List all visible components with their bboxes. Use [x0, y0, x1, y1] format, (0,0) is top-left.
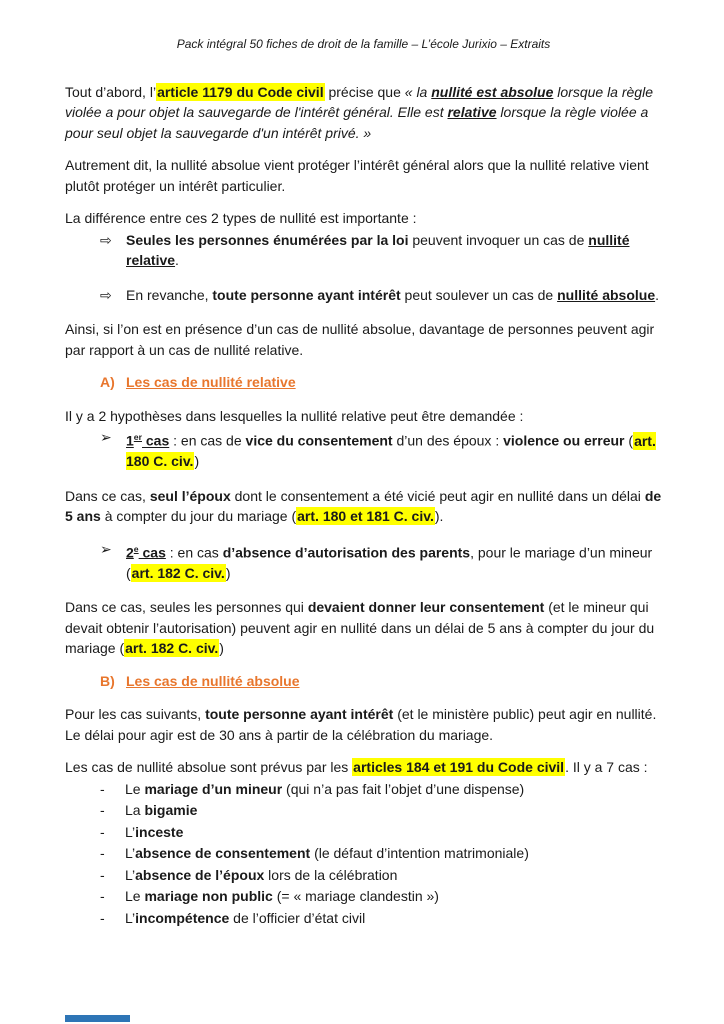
dash-bullet: - — [100, 780, 105, 797]
heading-b-title: Les cas de nullité absolue — [126, 672, 300, 689]
paragraph-intro: Tout d’abord, l’article 1179 du Code civil précise que « la nullité est absolue lorsque la règle violée a pour objet la sauvegarde de l'intérêt général. Elle est relative lorsque la règle violée a pour seul objet la sauvegarde d'un intérêt privé. » — [65, 83, 653, 141]
arrow-bullet-icon: ⇨ — [100, 286, 112, 303]
dash-item-4-text: L’absence de consentement (le défaut d’intention matrimoniale) — [125, 845, 529, 862]
arrow-bullet-icon: ⇨ — [100, 231, 112, 248]
document-header: Pack intégral 50 fiches de droit de la famille – L’école Jurixio – Extraits — [176, 37, 551, 51]
dash-item-5 — [65, 865, 662, 886]
case2-text: 2e cas : en cas d’absence d’autorisation des parents, pour le mariage d’un mineur (art. 182 C. civ.) — [126, 543, 653, 581]
dash-item-1-text: Le mariage d’un mineur (qui n’a pas fait l’objet d’une dispense) — [125, 780, 525, 797]
case1-text: 1er cas : en cas de vice du consentement d’un des époux : violence ou erreur (art. 180 C. civ.) — [126, 432, 656, 470]
dash-item-3 — [65, 822, 662, 843]
arrow-item-1 — [65, 230, 662, 271]
paragraph-hypotheses-intro: Il y a 2 hypothèses dans lesquelles la nullité relative peut être demandée : — [65, 407, 524, 424]
arrow-item-2 — [65, 285, 662, 306]
dash-bullet: - — [100, 802, 105, 819]
dash-item-1 — [65, 779, 662, 800]
heading-b — [65, 671, 662, 692]
dash-item-2-text: La bigamie — [125, 802, 198, 819]
paragraph-case2-detail: Dans ce cas, seules les personnes qui devaient donner leur consentement (et le mineur qui devait obtenir l’autorisation) peuvent agir en nullité dans un délai de 5 ans à compter du jour du mariage (art. 182 C. civ.) — [65, 599, 655, 657]
dash-item-5-text: L’absence de l’époux lors de la célébration — [125, 866, 398, 883]
dash-bullet: - — [100, 823, 105, 840]
heading-a — [65, 372, 662, 393]
paragraph-absolue-intro: Pour les cas suivants, toute personne ayant intérêt (et le ministère public) peut agir en nullité. Le délai pour agir est de 30 ans à partir de la célébration du mariage. — [65, 706, 657, 743]
paragraph-case1-detail: Dans ce cas, seul l’époux dont le consentement a été vicié peut agir en nullité dans un délai de 5 ans à compter du jour du mariage (art. 180 et 181 C. civ.). — [65, 487, 662, 525]
dash-item-6-text: Le mariage non public (= « mariage clandestin ») — [125, 888, 439, 905]
arrow-item-1-text: Seules les personnes énumérées par la loi peuvent invoquer un cas de nullité relative. — [126, 231, 630, 268]
dash-bullet: - — [100, 909, 105, 926]
heading-a-label: A) — [100, 374, 115, 390]
dash-item-7-text: L’incompétence de l’officier d’état civil — [125, 909, 366, 926]
heading-a-title: Les cas de nullité relative — [126, 374, 296, 390]
paragraph-absolue-cases-intro: Les cas de nullité absolue sont prévus par les articles 184 et 191 du Code civil. Il y a 7 cas : — [65, 759, 648, 776]
chevron-item-case2 — [65, 539, 662, 584]
dash-item-3-text: L’inceste — [125, 823, 184, 840]
chevron-item-case1 — [65, 427, 662, 472]
chevron-bullet-icon: ➢ — [100, 540, 112, 557]
paragraph-difference-intro: La différence entre ces 2 types de nullité est importante : — [65, 210, 417, 226]
paragraph-explanation: Autrement dit, la nullité absolue vient protéger l’intérêt général alors que la nullité relative vient plutôt protéger un intérêt particulier. — [65, 157, 649, 194]
dash-bullet: - — [100, 888, 105, 905]
dash-bullet: - — [100, 845, 105, 862]
dash-item-4 — [65, 843, 662, 864]
dash-item-7 — [65, 908, 662, 929]
heading-b-label: B) — [100, 672, 115, 689]
next-page-top-strip — [65, 1015, 130, 1022]
dash-bullet: - — [100, 866, 105, 883]
arrow-item-2-text: En revanche, toute personne ayant intérêt peut soulever un cas de nullité absolue. — [126, 286, 659, 303]
paragraph-conclusion: Ainsi, si l’on est en présence d’un cas de nullité absolue, davantage de personnes peuvent agir par rapport à un cas de nullité relative. — [65, 321, 655, 358]
dash-item-2 — [65, 800, 662, 821]
dash-item-6 — [65, 886, 662, 907]
chevron-bullet-icon: ➢ — [100, 429, 112, 445]
